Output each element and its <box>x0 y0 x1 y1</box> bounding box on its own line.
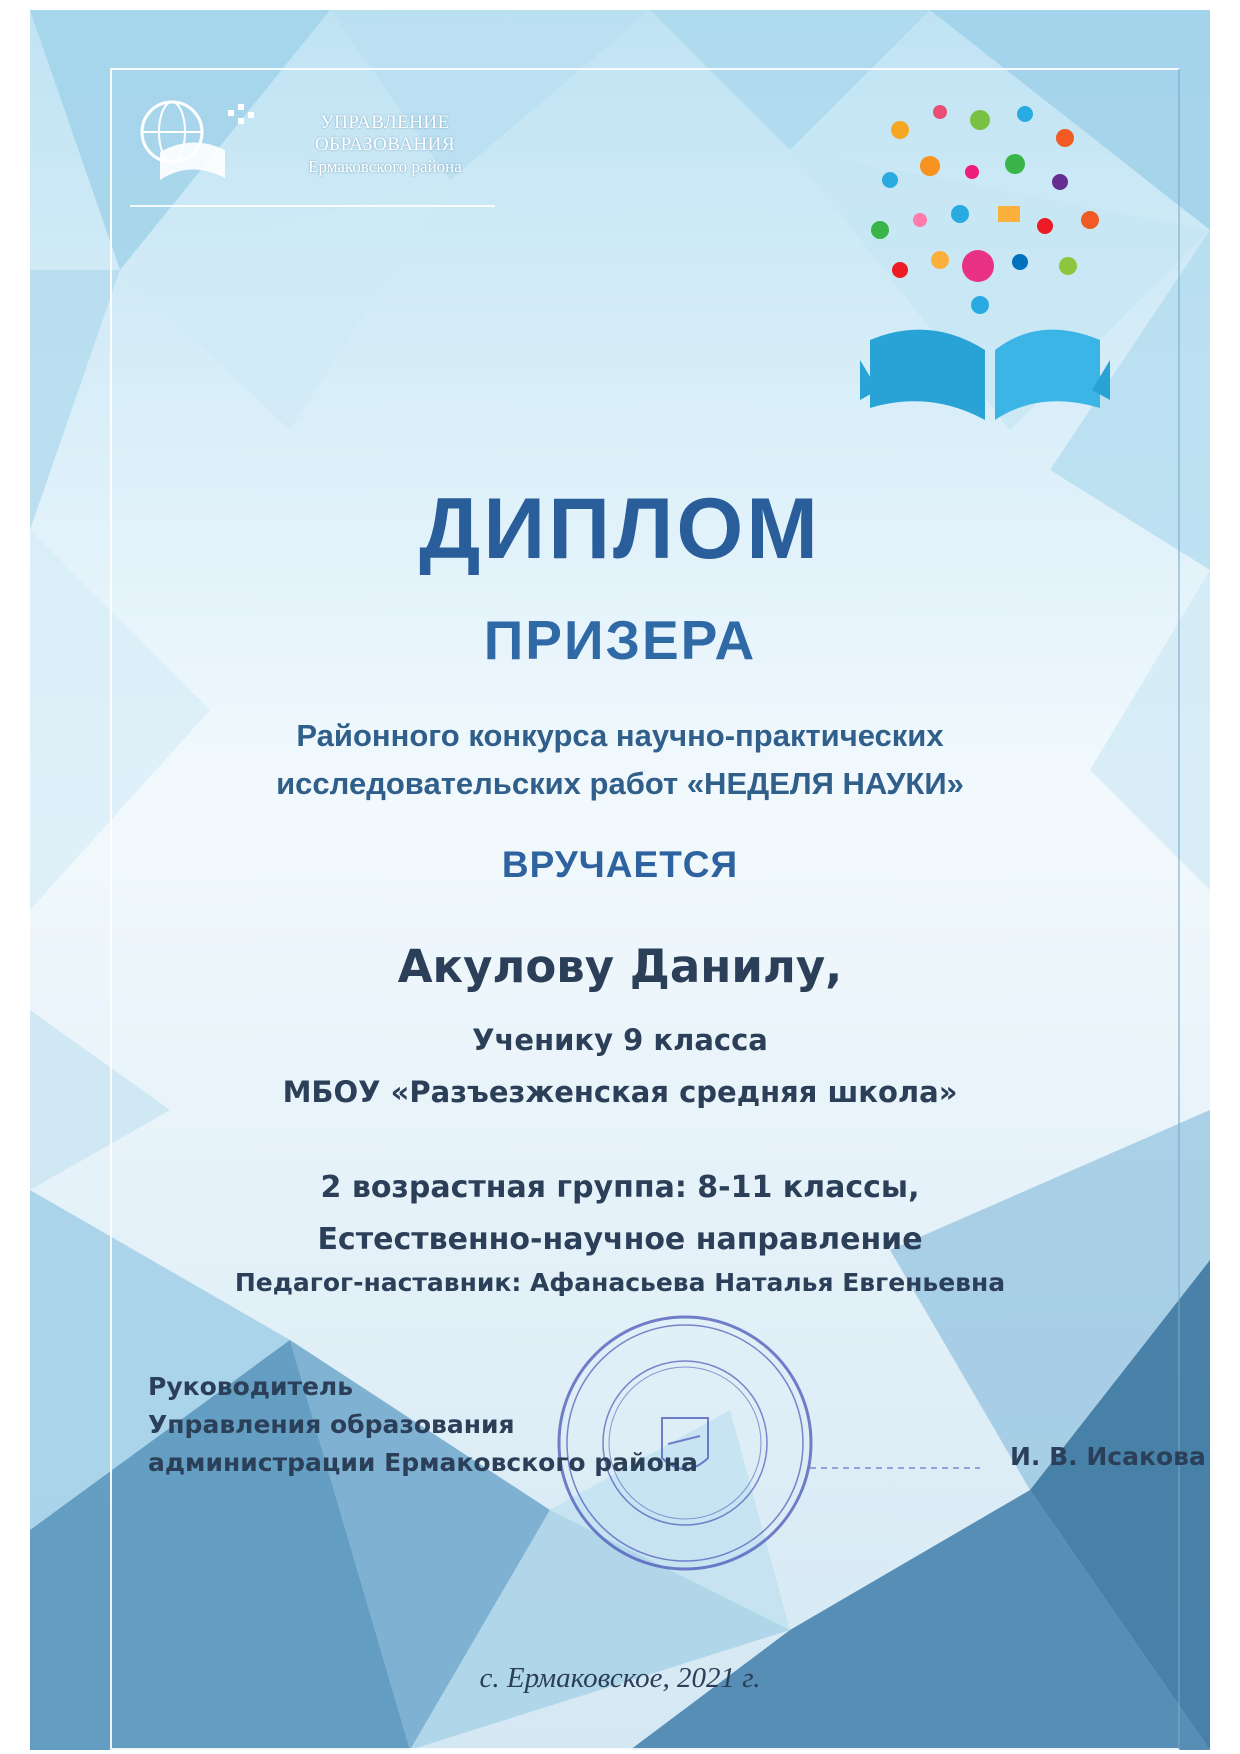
education-department-logo <box>130 90 510 200</box>
recipient-details <box>30 1014 1210 1118</box>
contest-name-line2: исследовательских работ «НЕДЕЛЯ НАУКИ» <box>276 766 964 801</box>
age-group: 2 возрастная группа: 8-11 классы, <box>320 1170 920 1205</box>
signer-position <box>148 1368 708 1482</box>
recipient-school: МБОУ «Разъезженская средняя школа» <box>282 1075 958 1109</box>
open-book-science-icons-illustration <box>860 90 1120 430</box>
signature-placeholder <box>800 1388 990 1498</box>
place-and-date: с. Ермаковское, 2021 г. <box>479 1662 761 1694</box>
department-name-line2: ОБРАЗОВАНИЯ <box>314 134 456 155</box>
recipient-name: Акулову Данилу, <box>397 940 843 993</box>
category-details <box>30 1162 1210 1266</box>
direction: Естественно-научное направление <box>317 1222 923 1257</box>
diploma-subtitle: ПРИЗЕРА <box>483 609 757 671</box>
department-name-line1: УПРАВЛЕНИЕ <box>320 112 450 133</box>
contest-name-line1: Районного конкурса научно-практических <box>296 718 944 753</box>
signer-position-line2: Управления образования <box>148 1410 515 1439</box>
signer-name: И. В. Исакова <box>1010 1442 1206 1471</box>
recipient-grade: Ученику 9 класса <box>472 1023 768 1057</box>
signer-position-line3: администрации Ермаковского района <box>148 1448 698 1477</box>
mentor: Педагог-наставник: Афанасьева Наталья Евгеньевна <box>234 1268 1006 1297</box>
header-divider <box>130 205 495 207</box>
department-name-line3: Ермаковского района <box>308 157 462 176</box>
contest-name <box>30 712 1210 808</box>
signer-position-line1: Руководитель <box>148 1372 354 1401</box>
globe-book-icon <box>130 90 260 190</box>
handed-label: ВРУЧАЕТСЯ <box>501 844 739 885</box>
diploma-title: ДИПЛОМ <box>419 481 821 577</box>
diploma-sheet <box>30 10 1210 1750</box>
department-name <box>270 112 500 178</box>
